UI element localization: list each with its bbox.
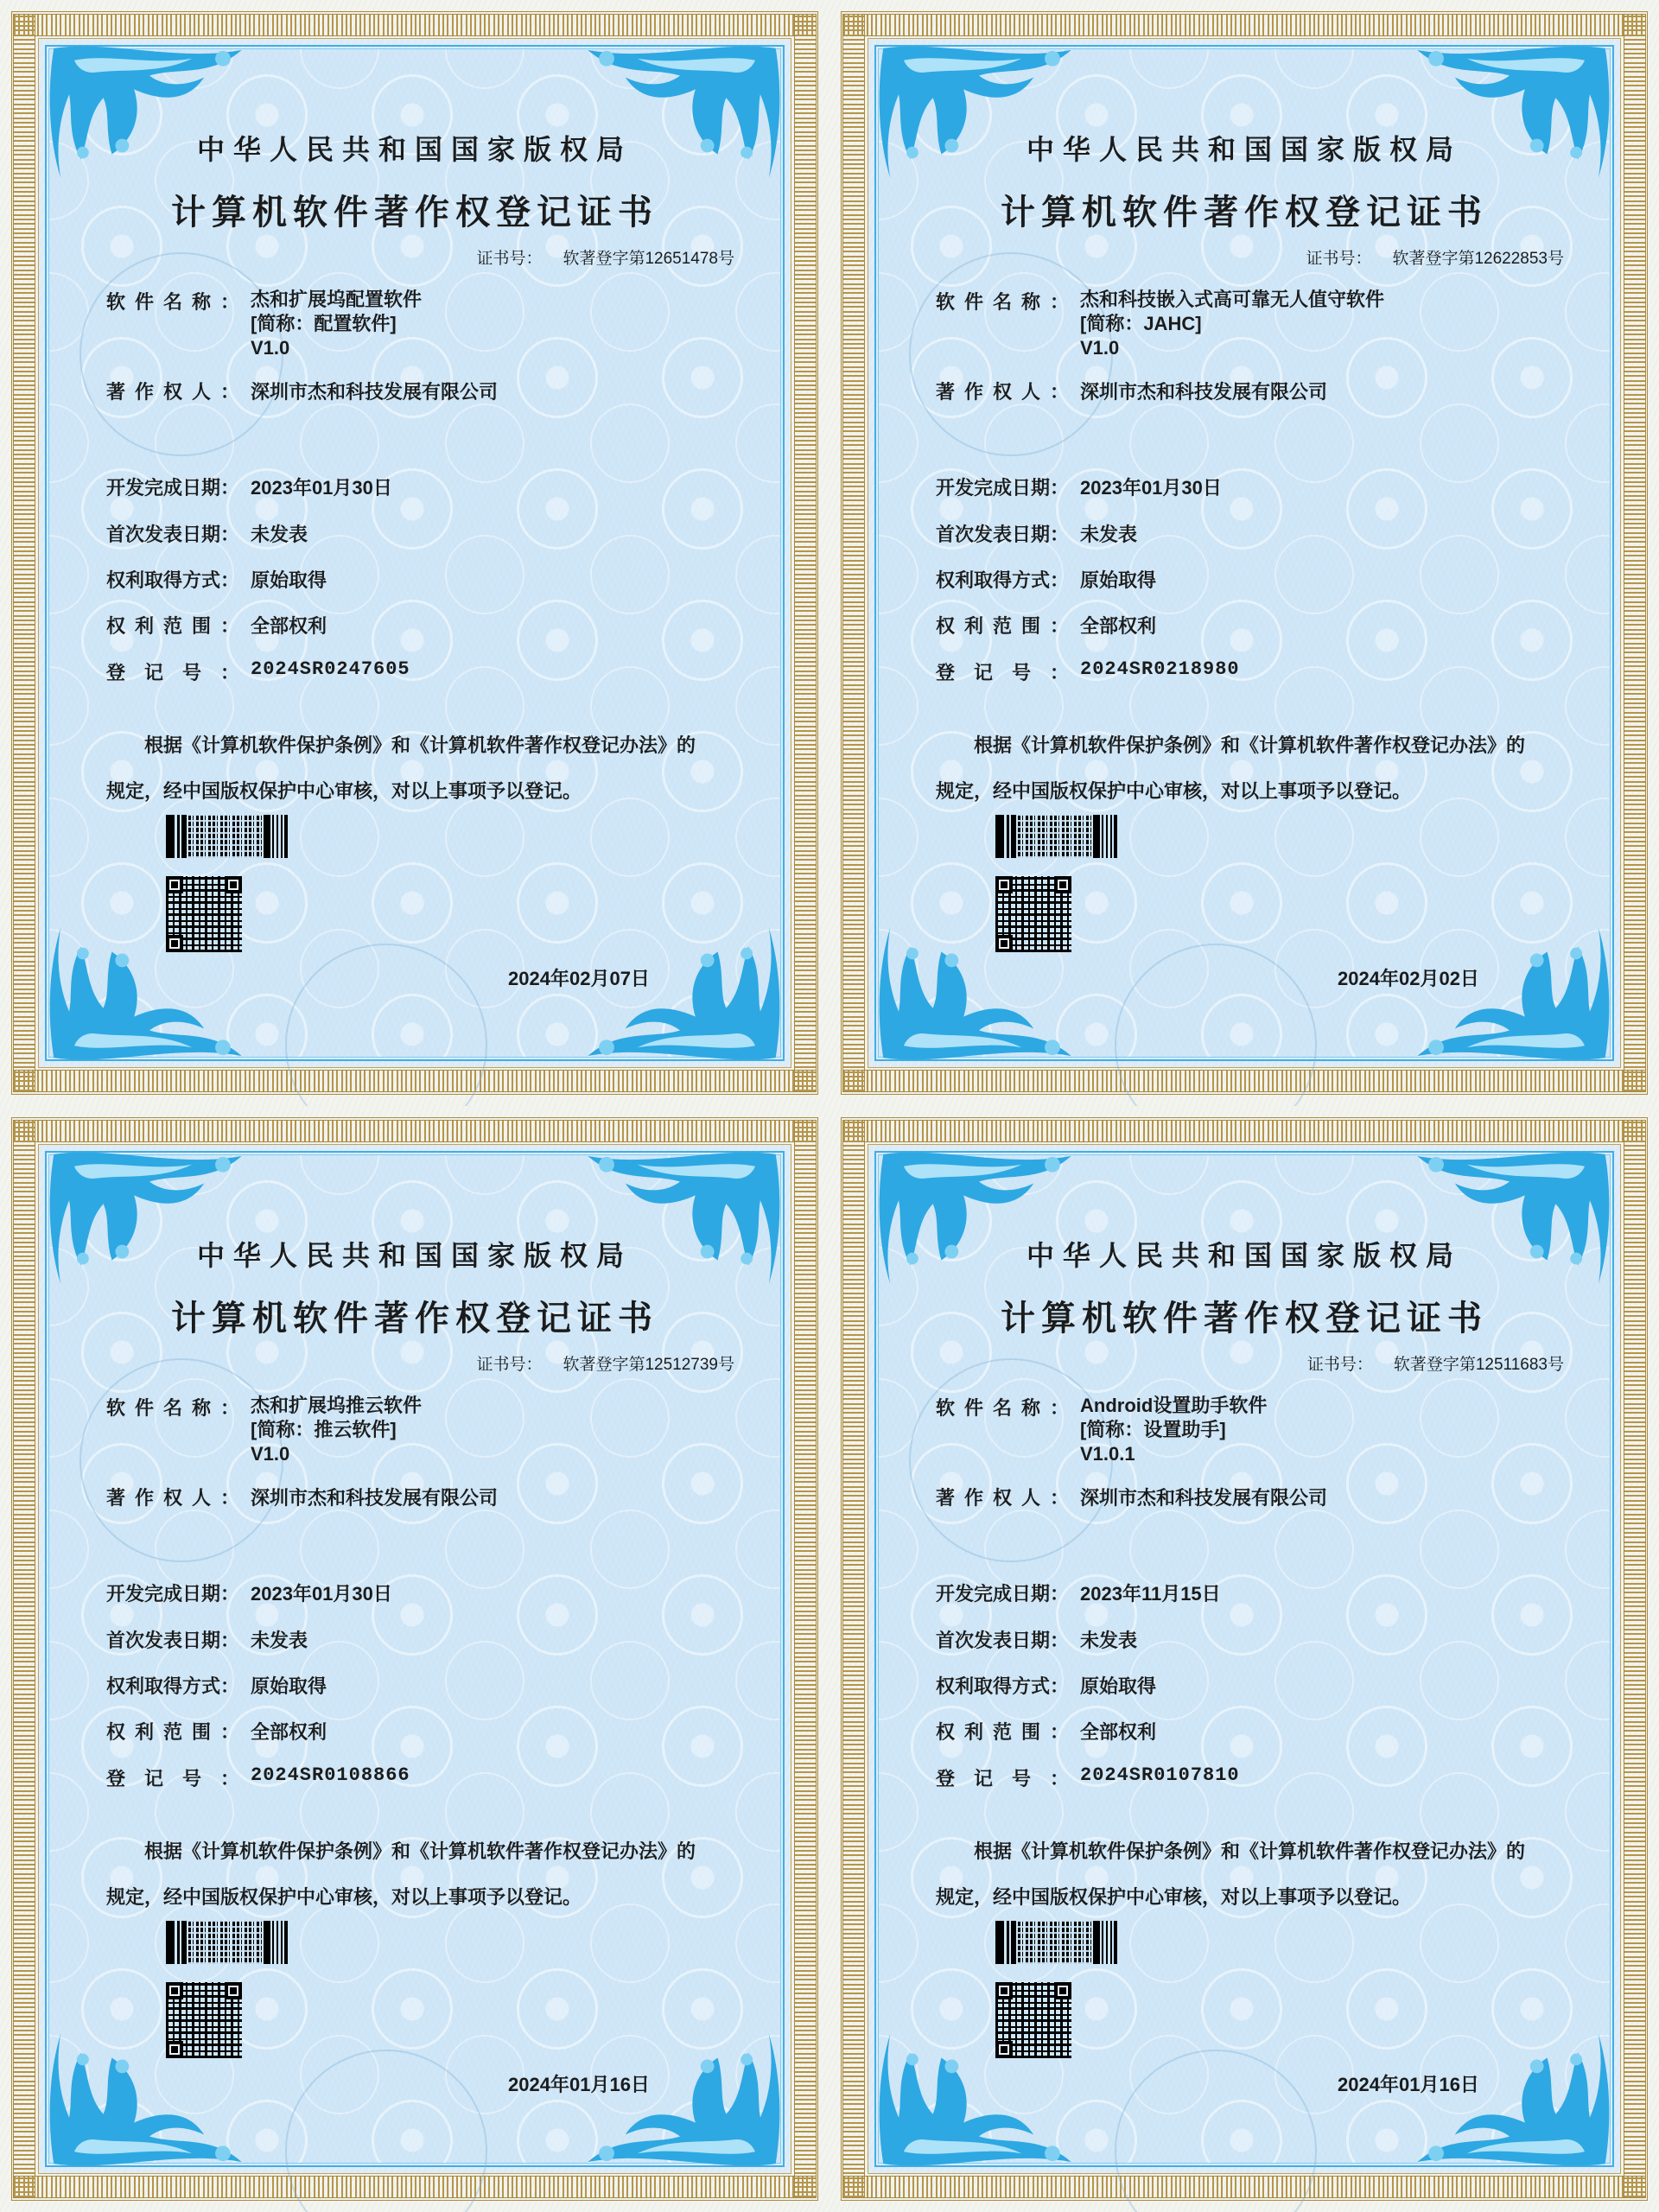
- legal-line-1: 根据《计算机软件保护条例》和《计算机软件著作权登记办法》的: [144, 734, 696, 756]
- legal-line-1: 根据《计算机软件保护条例》和《计算机软件著作权登记办法》的: [974, 1840, 1526, 1862]
- software-short-name: [简称：推云软件]: [251, 1419, 397, 1440]
- field-acquisition: [936, 1672, 1156, 1699]
- scope-value: 全部权利: [1080, 1721, 1157, 1743]
- field-owner: [936, 1484, 1327, 1510]
- scope-value: 全部权利: [1080, 615, 1157, 637]
- pdf417-barcode-icon: [166, 815, 288, 858]
- field-software-name: [936, 1394, 1267, 1466]
- legal-line-2: 规定，经中国版权保护中心审核，对以上事项予以登记。: [936, 780, 1412, 802]
- certificate-number-label: 证书号：: [1306, 250, 1372, 268]
- field-reg-no: [106, 658, 410, 685]
- software-full-name: 杰和扩展坞配置软件: [251, 289, 423, 310]
- software-name-value: [251, 288, 422, 360]
- software-version: V1.0: [251, 1443, 290, 1465]
- issue-date: 2024年02月02日: [1338, 968, 1479, 989]
- field-scope: [106, 612, 327, 639]
- field-owner: [106, 1484, 498, 1510]
- qr-code-icon: [166, 876, 242, 952]
- scope-value: 全部权利: [251, 1721, 327, 1743]
- owner-label: 著作权人：: [106, 381, 239, 403]
- legal-line-2: 规定，经中国版权保护中心审核，对以上事项予以登记。: [936, 1886, 1412, 1908]
- qr-code-icon: [166, 1982, 242, 2058]
- software-full-name: 杰和科技嵌入式高可靠无人值守软件: [1080, 289, 1385, 310]
- barcode-data-region: [188, 1921, 262, 1964]
- acquisition-label: 权利取得方式：: [106, 1675, 240, 1697]
- field-software-name: [106, 288, 422, 360]
- issue-date: 2024年01月16日: [1338, 2074, 1479, 2095]
- field-reg-no: [936, 658, 1240, 685]
- dev-date-value: 2023年01月30日: [251, 1583, 392, 1605]
- dev-date-label: 开发完成日期：: [936, 477, 1070, 499]
- pdf417-barcode-icon: [995, 815, 1117, 858]
- barcode-end-bars: [1093, 1921, 1117, 1964]
- acquisition-value: 原始取得: [251, 1675, 327, 1697]
- legal-statement: [936, 1828, 1571, 1920]
- authority-name: 中华人民共和国国家版权局: [196, 1240, 632, 1271]
- certificate-card-4: [830, 1106, 1659, 2212]
- acquisition-value: 原始取得: [1080, 569, 1157, 591]
- field-dev-date: [936, 1580, 1221, 1606]
- field-first-pub: [936, 1626, 1137, 1653]
- gold-meander-border-top: [842, 1120, 1646, 1142]
- legal-statement: [936, 722, 1571, 814]
- certificate-card-2: [830, 0, 1659, 1106]
- field-first-pub: [106, 1626, 308, 1653]
- gold-meander-border-right: [1624, 14, 1646, 1092]
- acquisition-label: 权利取得方式：: [936, 569, 1070, 591]
- certificate-number-line: [476, 245, 734, 269]
- gold-meander-border-left: [842, 14, 865, 1092]
- software-name-value: [1080, 288, 1384, 360]
- software-full-name: 杰和扩展坞推云软件: [251, 1395, 423, 1416]
- qr-finder-pattern: [1054, 876, 1071, 893]
- barcode-start-bars: [166, 1921, 187, 1964]
- software-name-label: 软件名称：: [936, 1397, 1069, 1419]
- reg-no-value: 2024SR0218980: [1080, 658, 1240, 680]
- field-scope: [936, 1718, 1156, 1745]
- certificate-title: 计算机软件著作权登记证书: [171, 193, 658, 232]
- qr-code-icon: [995, 876, 1071, 952]
- software-full-name: Android设置助手软件: [1080, 1395, 1268, 1416]
- legal-line-2: 规定，经中国版权保护中心审核，对以上事项予以登记。: [106, 780, 582, 802]
- certificate-number-label: 证书号：: [1306, 1356, 1373, 1374]
- qr-finder-pattern: [995, 1982, 1013, 1999]
- certificate-number-value: 软著登字第12651478号: [563, 250, 734, 268]
- certificate-number-line: [1307, 1351, 1564, 1375]
- field-owner: [106, 378, 498, 404]
- barcode-start-bars: [995, 1921, 1016, 1964]
- authority-name: 中华人民共和国国家版权局: [196, 134, 632, 165]
- legal-line-1: 根据《计算机软件保护条例》和《计算机软件著作权登记办法》的: [144, 1840, 696, 1862]
- gold-meander-border-top: [13, 1120, 817, 1142]
- certificate-number-value: 软著登字第12512739号: [563, 1356, 734, 1374]
- first-pub-value: 未发表: [251, 524, 308, 545]
- software-name-label: 软件名称：: [106, 291, 239, 313]
- pdf417-barcode-icon: [166, 1921, 288, 1964]
- dev-date-value: 2023年11月15日: [1080, 1583, 1221, 1605]
- field-reg-no: [106, 1764, 410, 1791]
- scope-label: 权利范围：: [936, 1721, 1069, 1743]
- acquisition-label: 权利取得方式：: [106, 569, 240, 591]
- certificate-title: 计算机软件著作权登记证书: [171, 1299, 658, 1338]
- reg-no-label: 登记号：: [106, 1768, 239, 1789]
- qr-finder-pattern: [166, 935, 183, 952]
- certificate-number-line: [476, 1351, 734, 1375]
- field-dev-date: [106, 1580, 392, 1606]
- software-short-name: [简称：配置软件]: [251, 313, 397, 334]
- first-pub-label: 首次发表日期：: [106, 1630, 240, 1651]
- reg-no-label: 登记号：: [106, 662, 239, 683]
- gold-meander-border-right: [794, 14, 817, 1092]
- scope-label: 权利范围：: [936, 615, 1069, 637]
- software-name-value: [251, 1394, 422, 1466]
- dev-date-label: 开发完成日期：: [936, 1583, 1070, 1605]
- qr-finder-pattern: [995, 935, 1013, 952]
- owner-value: 深圳市杰和科技发展有限公司: [1080, 1487, 1328, 1509]
- field-acquisition: [106, 566, 327, 593]
- first-pub-value: 未发表: [251, 1630, 308, 1651]
- acquisition-label: 权利取得方式：: [936, 1675, 1070, 1697]
- owner-value: 深圳市杰和科技发展有限公司: [1080, 381, 1328, 403]
- authority-name: 中华人民共和国国家版权局: [1026, 1240, 1462, 1271]
- software-version: V1.0.1: [1080, 1443, 1135, 1465]
- field-first-pub: [936, 520, 1137, 547]
- first-pub-label: 首次发表日期：: [936, 524, 1070, 545]
- gold-meander-border-right: [794, 1120, 817, 2198]
- dev-date-label: 开发完成日期：: [106, 1583, 240, 1605]
- qr-finder-pattern: [995, 2041, 1013, 2058]
- barcode-start-bars: [995, 815, 1016, 858]
- qr-finder-pattern: [225, 876, 242, 893]
- owner-value: 深圳市杰和科技发展有限公司: [251, 381, 499, 403]
- certificate-card-1: [0, 0, 830, 1106]
- field-reg-no: [936, 1764, 1240, 1791]
- certificate-number-line: [1306, 245, 1564, 269]
- authority-name: 中华人民共和国国家版权局: [1026, 134, 1462, 165]
- reg-no-label: 登记号：: [936, 1768, 1069, 1789]
- software-version: V1.0: [1080, 337, 1120, 359]
- dev-date-value: 2023年01月30日: [1080, 477, 1222, 499]
- qr-finder-pattern: [166, 1982, 183, 1999]
- qr-finder-pattern: [995, 876, 1013, 893]
- dev-date-label: 开发完成日期：: [106, 477, 240, 499]
- pdf417-barcode-icon: [995, 1921, 1117, 1964]
- legal-line-1: 根据《计算机软件保护条例》和《计算机软件著作权登记办法》的: [974, 734, 1526, 756]
- barcode-end-bars: [264, 815, 288, 858]
- first-pub-value: 未发表: [1080, 524, 1138, 545]
- owner-label: 著作权人：: [106, 1487, 239, 1509]
- certificate-card-3: [0, 1106, 830, 2212]
- reg-no-value: 2024SR0107810: [1080, 1764, 1240, 1786]
- gold-meander-border-top: [842, 14, 1646, 36]
- certificate-number-label: 证书号：: [476, 1356, 543, 1374]
- certificate-title: 计算机软件著作权登记证书: [1001, 1299, 1488, 1338]
- reg-no-label: 登记号：: [936, 662, 1069, 683]
- software-version: V1.0: [251, 337, 290, 359]
- legal-statement: [106, 722, 741, 814]
- field-scope: [106, 1718, 327, 1745]
- certificate-title: 计算机软件著作权登记证书: [1001, 193, 1488, 232]
- barcode-end-bars: [264, 1921, 288, 1964]
- first-pub-value: 未发表: [1080, 1630, 1138, 1651]
- reg-no-value: 2024SR0108866: [251, 1764, 410, 1786]
- acquisition-value: 原始取得: [251, 569, 327, 591]
- field-software-name: [936, 288, 1384, 360]
- field-owner: [936, 378, 1327, 404]
- certificate-number-label: 证书号：: [476, 250, 543, 268]
- reg-no-value: 2024SR0247605: [251, 658, 410, 680]
- acquisition-value: 原始取得: [1080, 1675, 1157, 1697]
- software-short-name: [简称：设置助手]: [1080, 1419, 1226, 1440]
- field-acquisition: [936, 566, 1156, 593]
- qr-code-icon: [995, 1982, 1071, 2058]
- qr-finder-pattern: [225, 1982, 242, 1999]
- owner-value: 深圳市杰和科技发展有限公司: [251, 1487, 499, 1509]
- dev-date-value: 2023年01月30日: [251, 477, 392, 499]
- software-name-label: 软件名称：: [936, 291, 1069, 313]
- barcode-data-region: [188, 815, 262, 858]
- field-dev-date: [936, 474, 1222, 500]
- gold-meander-border-left: [13, 14, 35, 1092]
- first-pub-label: 首次发表日期：: [106, 524, 240, 545]
- owner-label: 著作权人：: [936, 1487, 1069, 1509]
- gold-meander-border-right: [1624, 1120, 1646, 2198]
- software-short-name: [简称：JAHC]: [1080, 313, 1202, 334]
- field-software-name: [106, 1394, 422, 1466]
- field-dev-date: [106, 474, 392, 500]
- software-name-value: [1080, 1394, 1267, 1466]
- barcode-data-region: [1018, 1921, 1091, 1964]
- first-pub-label: 首次发表日期：: [936, 1630, 1070, 1651]
- software-name-label: 软件名称：: [106, 1397, 239, 1419]
- qr-finder-pattern: [166, 876, 183, 893]
- gold-meander-border-left: [842, 1120, 865, 2198]
- owner-label: 著作权人：: [936, 381, 1069, 403]
- legal-line-2: 规定，经中国版权保护中心审核，对以上事项予以登记。: [106, 1886, 582, 1908]
- certificate-number-value: 软著登字第12622853号: [1392, 250, 1564, 268]
- barcode-data-region: [1018, 815, 1091, 858]
- legal-statement: [106, 1828, 741, 1920]
- gold-meander-border-top: [13, 14, 817, 36]
- certificate-number-value: 软著登字第12511683号: [1393, 1356, 1564, 1374]
- field-first-pub: [106, 520, 308, 547]
- field-acquisition: [106, 1672, 327, 1699]
- barcode-start-bars: [166, 815, 187, 858]
- scope-label: 权利范围：: [106, 1721, 239, 1743]
- scope-label: 权利范围：: [106, 615, 239, 637]
- issue-date: 2024年02月07日: [508, 968, 650, 989]
- field-scope: [936, 612, 1156, 639]
- scope-value: 全部权利: [251, 615, 327, 637]
- qr-finder-pattern: [1054, 1982, 1071, 1999]
- issue-date: 2024年01月16日: [508, 2074, 650, 2095]
- barcode-end-bars: [1093, 815, 1117, 858]
- qr-finder-pattern: [166, 2041, 183, 2058]
- gold-meander-border-left: [13, 1120, 35, 2198]
